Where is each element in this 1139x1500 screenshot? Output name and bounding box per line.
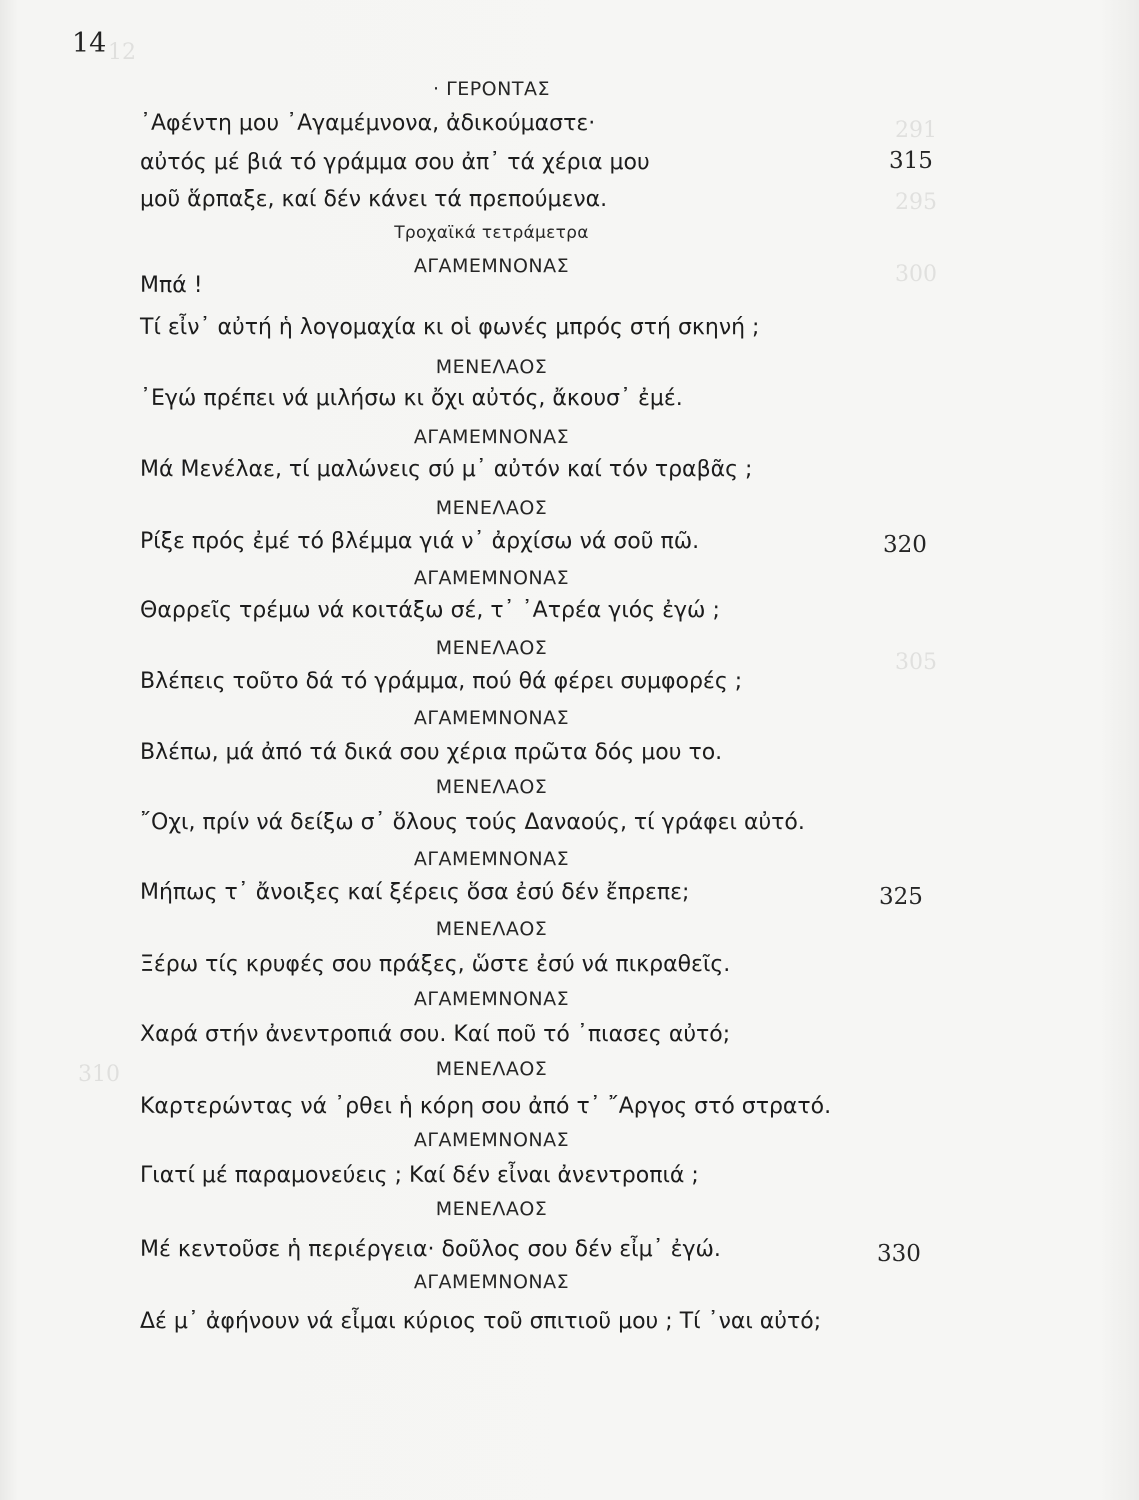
verse-line: μοῦ ἅρπαξε, καί δέν κάνει τά πρεπούμενα. — [140, 187, 608, 212]
verse-line: Βλέπω, μά ἀπό τά δικά σου χέρια πρῶτα δός μου το. — [140, 740, 723, 765]
speaker-name: ΑΓΑΜΕΜΝΟΝΑΣ — [413, 988, 570, 1010]
speaker-name: ΜΕΝΕΛΑΟΣ — [435, 776, 548, 798]
speaker-name: ΜΕΝΕΛΑΟΣ — [435, 356, 548, 378]
speaker-name: ΑΓΑΜΕΜΝΟΝΑΣ — [413, 707, 570, 729]
bleed-through-number: 12 — [108, 40, 136, 65]
verse-line: Μήπως τ᾿ ἄνοιξες καί ξέρεις ὅσα ἐσύ δέν ἔπρεπε; — [140, 880, 690, 905]
line-number: 325 — [879, 884, 923, 910]
verse-line: Μπά ! — [140, 273, 203, 298]
line-number: 330 — [877, 1241, 921, 1267]
verse-line: Ξέρω τίς κρυφές σου πράξες, ὥστε ἐσύ νά πικραθεῖς. — [140, 952, 731, 977]
bleed-through-number: 310 — [78, 1062, 120, 1087]
verse-line: αὐτός μέ βιά τό γράμμα σου ἀπ᾿ τά χέρια μου — [140, 150, 650, 175]
verse-line: Βλέπεις τοῦτο δά τό γράμμα, πού θά φέρει συμφορές ; — [140, 669, 743, 694]
verse-line: ῎Οχι, πρίν νά δείξω σ᾿ ὅλους τούς Δαναούς, τί γράφει αὐτό. — [140, 810, 805, 835]
speaker-name: ΜΕΝΕΛΑΟΣ — [435, 1058, 548, 1080]
bleed-through-number: 291 — [895, 118, 937, 143]
bleed-through-number: 295 — [895, 190, 937, 215]
verse-line: Τί εἶν᾿ αὐτή ἡ λογομαχία κι οἱ φωνές μπρός στή σκηνή ; — [140, 315, 760, 340]
verse-line: Ρίξε πρός ἐμέ τό βλέμμα γιά ν᾿ ἀρχίσω νά σοῦ πῶ. — [140, 529, 700, 554]
speaker-name: ΜΕΝΕΛΑΟΣ — [435, 1198, 548, 1220]
speaker-name: ΑΓΑΜΕΜΝΟΝΑΣ — [413, 848, 570, 870]
verse-line: ᾿Αφέντη μου ᾿Αγαμέμνονα, ἀδικούμαστε· — [140, 111, 596, 136]
speaker-name: ΑΓΑΜΕΜΝΟΝΑΣ — [413, 1129, 570, 1151]
speaker-name: ΑΓΑΜΕΜΝΟΝΑΣ — [413, 255, 570, 277]
speaker-name: · ΓΕΡΟΝΤΑΣ — [433, 78, 550, 100]
line-number: 320 — [883, 532, 927, 558]
verse-line: Μά Μενέλαε, τί μαλώνεις σύ μ᾿ αὐτόν καί τόν τραβᾶς ; — [140, 457, 753, 482]
verse-line: Καρτερώντας νά ᾿ρθει ἡ κόρη σου ἀπό τ᾿ ῎Αργος στό στρατό. — [140, 1094, 832, 1119]
verse-line: Θαρρεῖς τρέμω νά κοιτάξω σέ, τ᾿ ᾿Ατρέα γιός ἐγώ ; — [140, 598, 720, 623]
bleed-through-number: 305 — [895, 650, 937, 675]
verse-line: Δέ μ᾿ ἀφήνουν νά εἶμαι κύριος τοῦ σπιτιοῦ μου ; Τί ᾿ναι αὐτό; — [140, 1309, 822, 1334]
verse-line: ᾿Εγώ πρέπει νά μιλήσω κι ὄχι αὐτός, ἄκουσ᾿ ἐμέ. — [140, 386, 683, 411]
page-number: 14 — [72, 28, 107, 59]
speaker-name: ΜΕΝΕΛΑΟΣ — [435, 918, 548, 940]
bleed-through-number: 300 — [895, 262, 937, 287]
speaker-name: ΑΓΑΜΕΜΝΟΝΑΣ — [413, 1271, 570, 1293]
line-number: 315 — [889, 148, 933, 174]
verse-line: Χαρά στήν ἀνεντροπιά σου. Καί ποῦ τό ᾿πιασες αὐτό; — [140, 1022, 731, 1047]
meter-heading: Τροχαϊκά τετράμετρα — [394, 223, 589, 243]
speaker-name: ΑΓΑΜΕΜΝΟΝΑΣ — [413, 426, 570, 448]
speaker-name: ΜΕΝΕΛΑΟΣ — [435, 497, 548, 519]
speaker-name: ΑΓΑΜΕΜΝΟΝΑΣ — [413, 567, 570, 589]
verse-line: Γιατί μέ παραμονεύεις ; Καί δέν εἶναι ἀνεντροπιά ; — [140, 1163, 699, 1188]
speaker-name: ΜΕΝΕΛΑΟΣ — [435, 637, 548, 659]
verse-line: Μέ κεντοῦσε ἡ περιέργεια· δοῦλος σου δέν εἶμ᾿ ἐγώ. — [140, 1237, 721, 1262]
